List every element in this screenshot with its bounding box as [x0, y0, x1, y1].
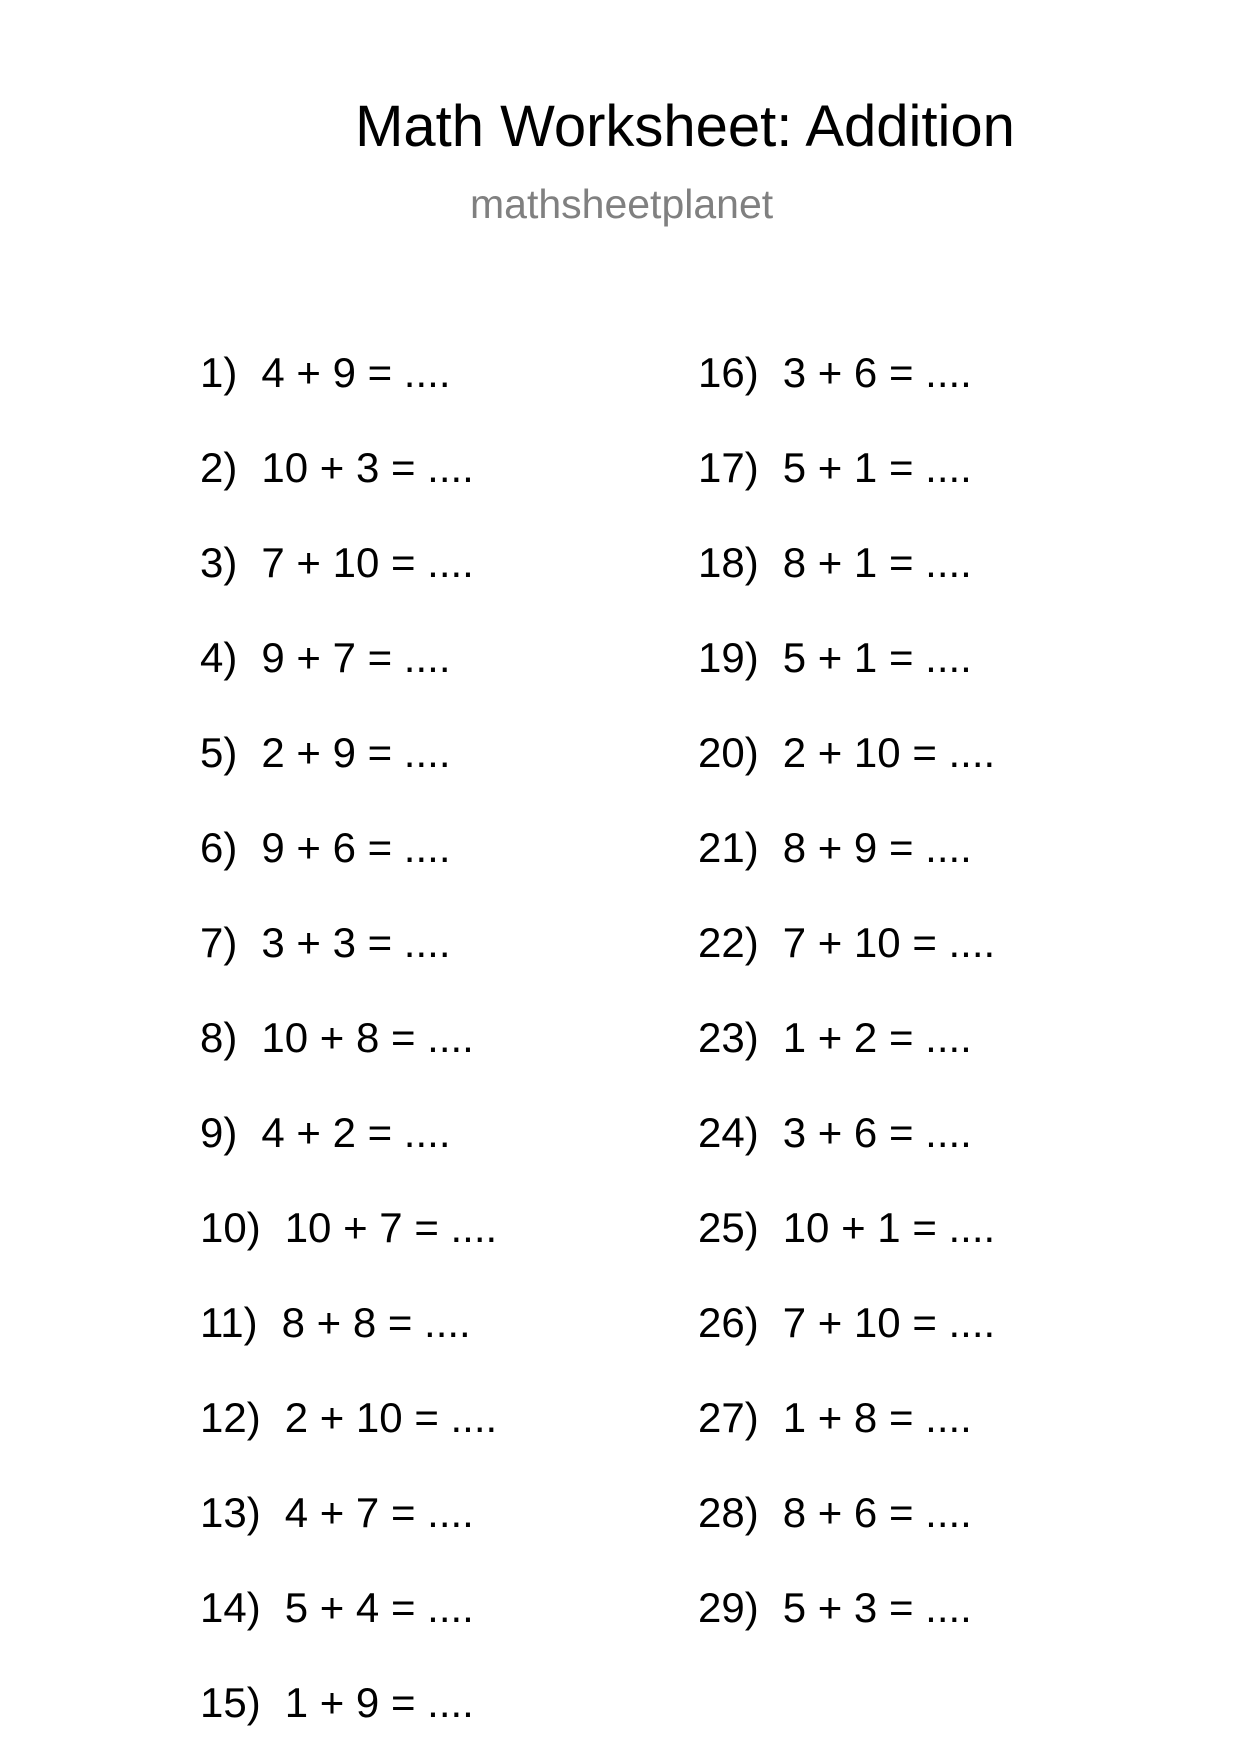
problem-number: 7) — [200, 919, 238, 966]
problem-item — [698, 1584, 972, 1631]
problem-number: 23) — [698, 1014, 759, 1061]
problem-item — [200, 919, 451, 966]
problem-number: 26) — [698, 1299, 759, 1346]
page-subtitle: mathsheetplanet — [470, 181, 774, 227]
problem-number: 21) — [698, 824, 759, 871]
problem-number: 6) — [200, 824, 238, 871]
problem-number: 3) — [200, 539, 238, 586]
problem-expression: 4 + 2 = .... — [261, 1109, 451, 1156]
problem-item — [698, 824, 972, 871]
problem-item — [200, 349, 451, 396]
problem-number: 27) — [698, 1394, 759, 1441]
problem-expression: 5 + 1 = .... — [782, 634, 972, 681]
problem-expression: 2 + 10 = .... — [782, 729, 996, 776]
problem-number: 20) — [698, 729, 759, 776]
problem-item — [200, 539, 474, 586]
problem-expression: 10 + 7 = .... — [284, 1204, 498, 1251]
problem-item — [200, 1109, 451, 1156]
problem-item — [200, 1679, 474, 1726]
problem-expression: 7 + 10 = .... — [782, 1299, 996, 1346]
problem-number: 14) — [200, 1584, 261, 1631]
problem-expression: 1 + 2 = .... — [782, 1014, 972, 1061]
problem-number: 15) — [200, 1679, 261, 1726]
problem-expression: 9 + 7 = .... — [261, 634, 451, 681]
problem-item — [698, 1204, 996, 1251]
problem-expression: 1 + 8 = .... — [782, 1394, 972, 1441]
problem-number: 13) — [200, 1489, 261, 1536]
problem-expression: 10 + 8 = .... — [261, 1014, 474, 1061]
problem-item — [698, 539, 972, 586]
problem-number: 16) — [698, 349, 759, 396]
problem-expression: 9 + 6 = .... — [261, 824, 451, 871]
problem-expression: 10 + 3 = .... — [261, 444, 474, 491]
problem-expression: 5 + 3 = .... — [782, 1584, 972, 1631]
problem-number: 9) — [200, 1109, 238, 1156]
problem-item — [698, 1109, 972, 1156]
problem-expression: 8 + 8 = .... — [281, 1299, 471, 1346]
problem-expression: 2 + 10 = .... — [284, 1394, 498, 1441]
problem-expression: 4 + 9 = .... — [261, 349, 451, 396]
problem-number: 17) — [698, 444, 759, 491]
problem-number: 28) — [698, 1489, 759, 1536]
problem-expression: 3 + 3 = .... — [261, 919, 451, 966]
problem-number: 10) — [200, 1204, 261, 1251]
problem-number: 25) — [698, 1204, 759, 1251]
problem-item — [200, 444, 474, 491]
problem-expression: 7 + 10 = .... — [782, 919, 996, 966]
problem-expression: 5 + 4 = .... — [284, 1584, 474, 1631]
problem-expression: 8 + 6 = .... — [782, 1489, 972, 1536]
problem-item — [200, 634, 451, 681]
problem-item — [200, 1489, 474, 1536]
problem-item — [698, 1299, 996, 1346]
problem-item — [698, 729, 996, 776]
problem-number: 29) — [698, 1584, 759, 1631]
problem-item — [698, 634, 972, 681]
problem-expression: 3 + 6 = .... — [782, 349, 972, 396]
problem-item — [698, 349, 972, 396]
problem-item — [698, 919, 996, 966]
problem-item — [698, 444, 972, 491]
problem-number: 4) — [200, 634, 238, 681]
problem-item — [200, 1014, 474, 1061]
problem-item — [200, 1204, 498, 1251]
problem-number: 22) — [698, 919, 759, 966]
problem-item — [698, 1394, 972, 1441]
problem-number: 2) — [200, 444, 238, 491]
problem-item — [200, 1299, 471, 1346]
problem-expression: 10 + 1 = .... — [782, 1204, 996, 1251]
problem-expression: 1 + 9 = .... — [284, 1679, 474, 1726]
problem-expression: 4 + 7 = .... — [284, 1489, 474, 1536]
problem-item — [200, 824, 451, 871]
problem-expression: 8 + 9 = .... — [782, 824, 972, 871]
problem-item — [698, 1014, 972, 1061]
problem-number: 1) — [200, 349, 238, 396]
problem-item — [200, 1394, 498, 1441]
problem-item — [200, 1584, 474, 1631]
problem-expression: 8 + 1 = .... — [782, 539, 972, 586]
problem-number: 19) — [698, 634, 759, 681]
problem-number: 8) — [200, 1014, 238, 1061]
problem-expression: 3 + 6 = .... — [782, 1109, 972, 1156]
problem-expression: 7 + 10 = .... — [261, 539, 474, 586]
problem-number: 5) — [200, 729, 238, 776]
problem-number: 11) — [200, 1299, 258, 1346]
problem-number: 12) — [200, 1394, 261, 1441]
problem-item — [698, 1489, 972, 1536]
problem-item — [200, 729, 451, 776]
problem-expression: 5 + 1 = .... — [782, 444, 972, 491]
problem-number: 24) — [698, 1109, 759, 1156]
page-title: Math Worksheet: Addition — [355, 94, 1015, 159]
problem-number: 18) — [698, 539, 759, 586]
problem-expression: 2 + 9 = .... — [261, 729, 451, 776]
